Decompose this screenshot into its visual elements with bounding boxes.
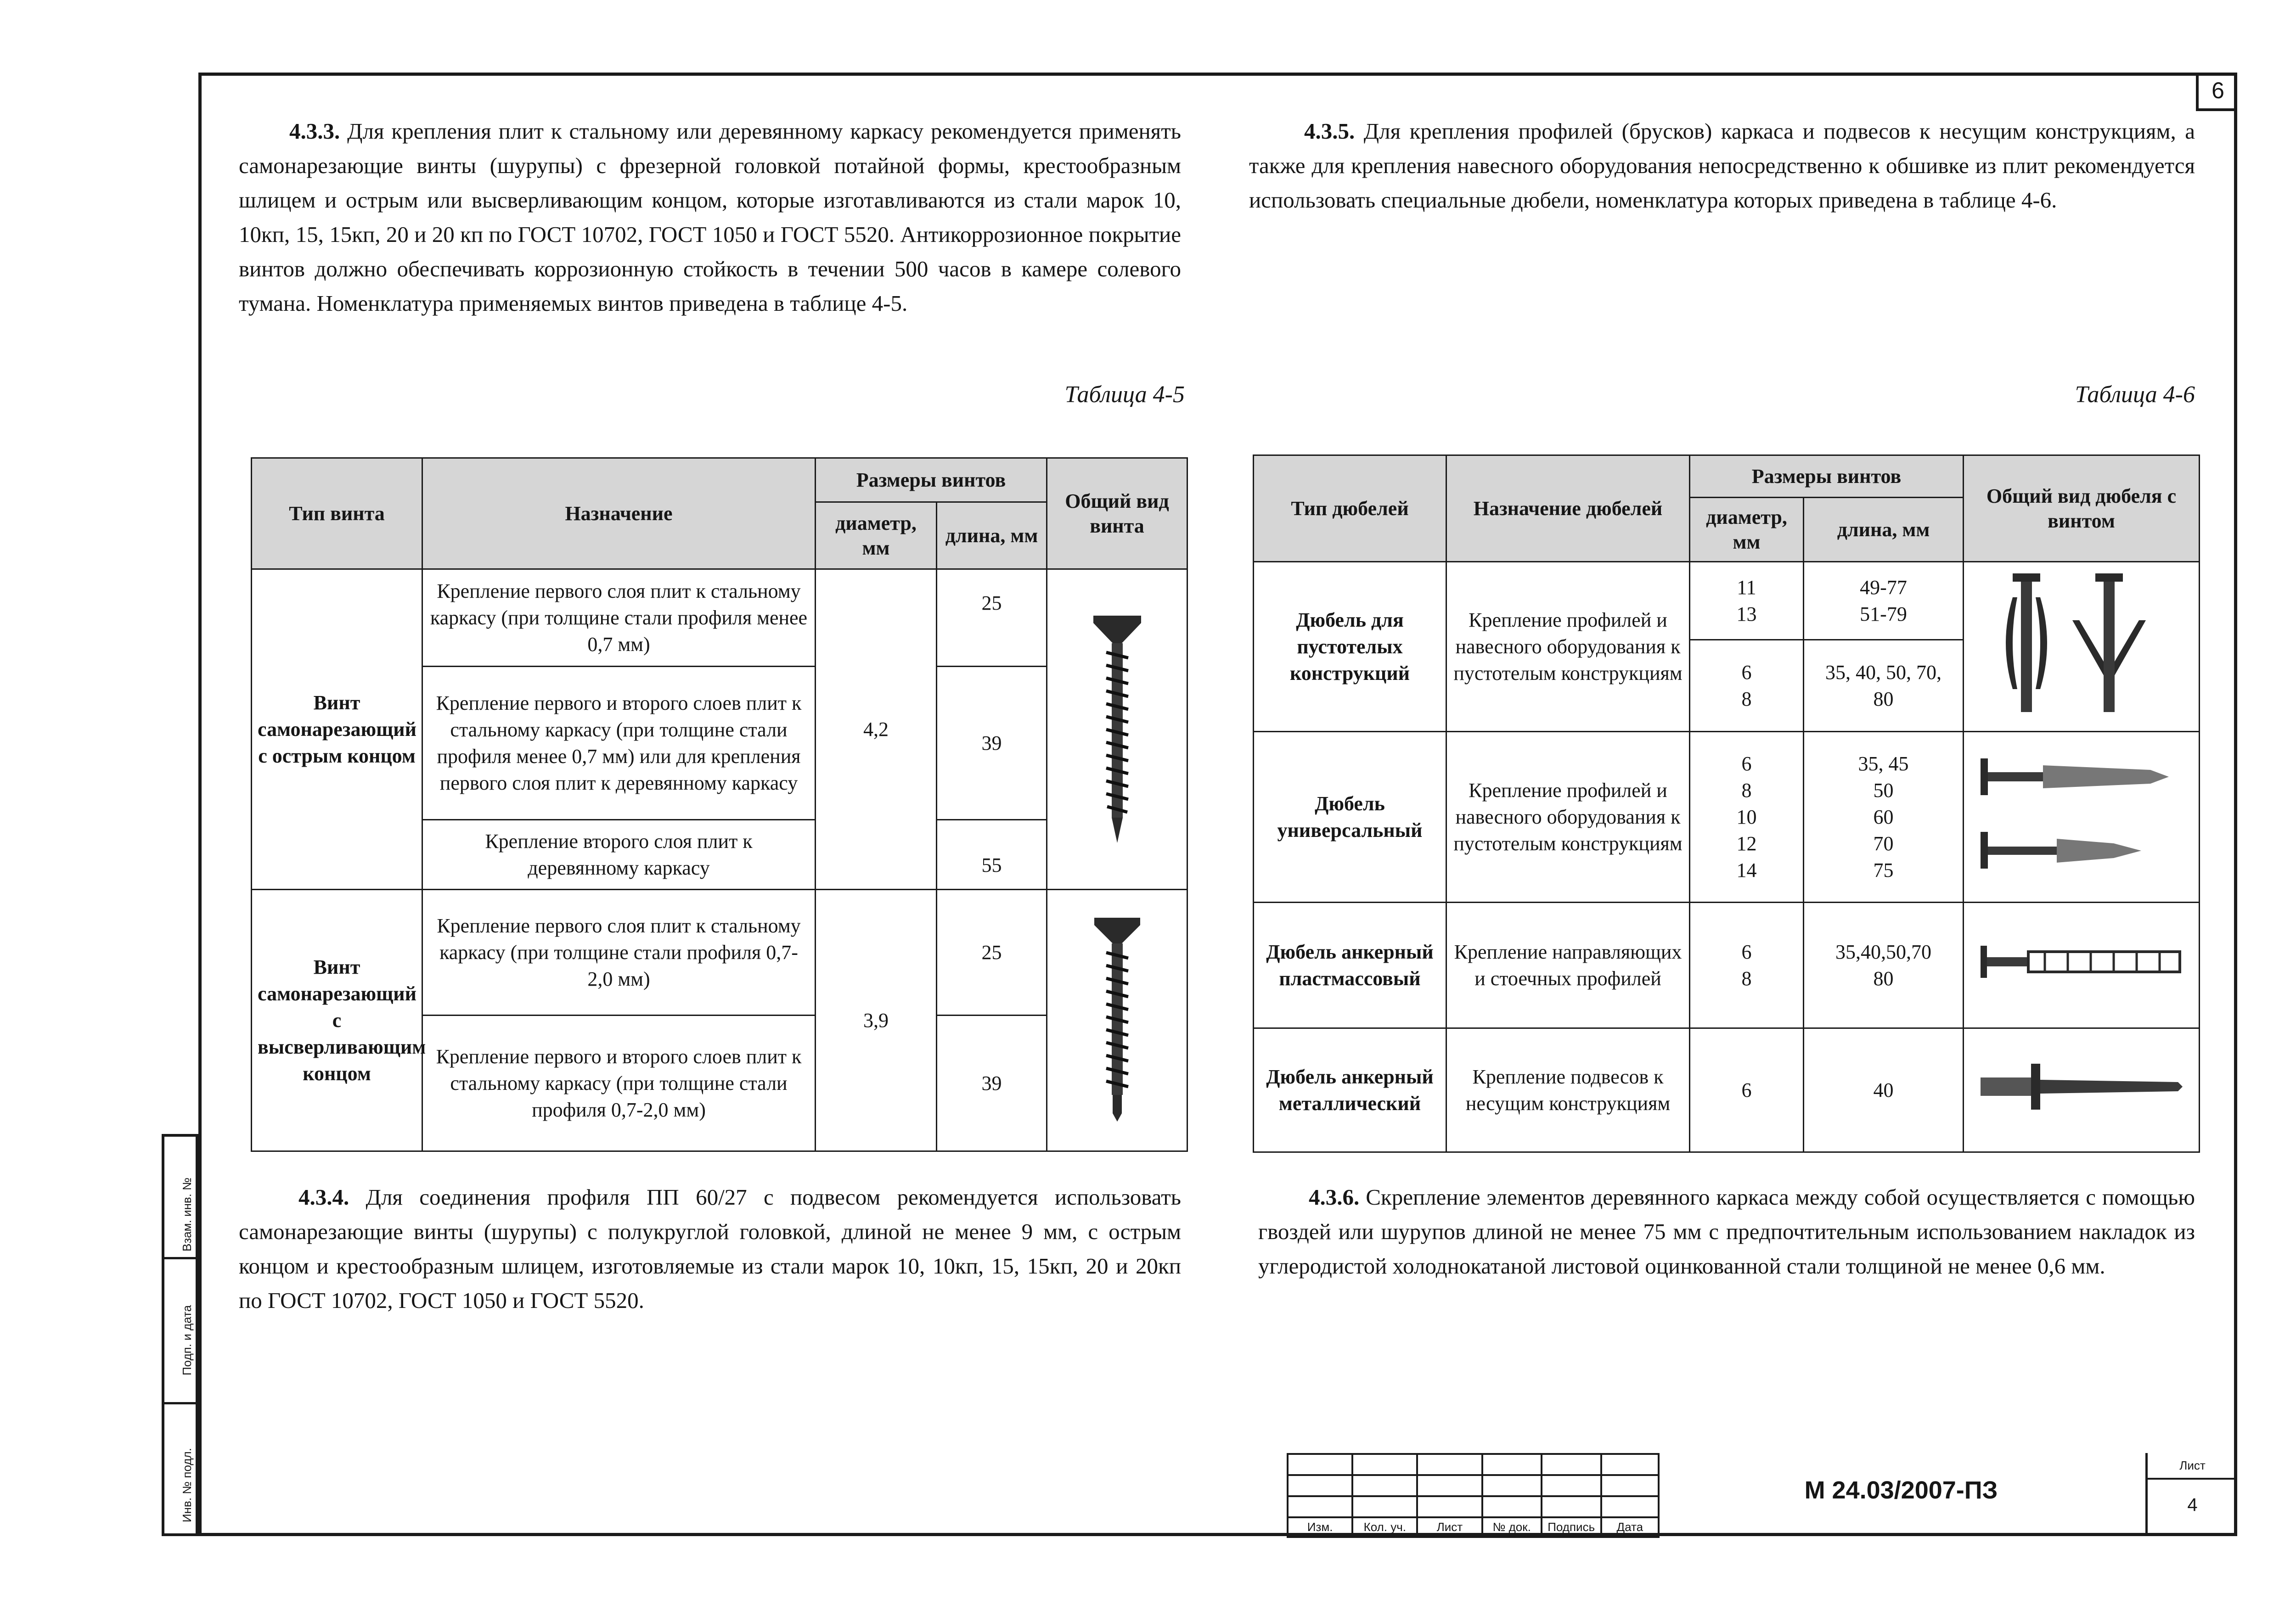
paragraph-text: Скрепление элементов деревянного каркаса между собой осуществляется с помощью гвоздей или шурупов длиной не менее 75 мм с предпочтительным использованием накладок из углеродистой холоднокатаной листовой оцинкованной стали толщиной не менее 0,6 мм. — [1258, 1184, 2195, 1279]
screw-image-cell — [1047, 569, 1187, 890]
sheet-number: 4 — [2187, 1495, 2198, 1515]
length-cell: 35,40,50,70 80 — [1804, 903, 1964, 1028]
screw-type-cell: Винт самонарезающий с высверливающим концом — [252, 890, 422, 1151]
header-dowel-type: Тип дюбелей — [1254, 455, 1446, 562]
diameter-cell: 4,2 — [816, 569, 937, 890]
paragraph-4-3-6 — [1258, 1180, 2195, 1283]
header-purpose: Назначение дюбелей — [1446, 455, 1690, 562]
sharp-tip-screw-image — [1090, 606, 1145, 845]
paragraph-4-3-4 — [239, 1180, 1181, 1318]
purpose-cell: Крепление направляющих и стоечных профилей — [1446, 903, 1690, 1028]
length-cell: 40 — [1804, 1028, 1964, 1152]
paragraph-number: 4.3.4. — [298, 1184, 349, 1210]
screw-type-cell: Винт самонарезающий с острым концом — [252, 569, 422, 890]
header-purpose: Назначение — [422, 458, 816, 569]
length-cell: 35, 45 50 60 70 75 — [1804, 732, 1964, 903]
header-length: длина, мм — [937, 502, 1047, 569]
title-block-col: Кол. уч. — [1352, 1517, 1417, 1537]
dowel-image-cell — [1964, 732, 2200, 903]
hollow-wall-anchor-image — [1981, 570, 2183, 717]
sheet-cell — [2145, 1453, 2237, 1536]
dowel-image-cell — [1964, 562, 2200, 732]
diameter-cell: 6 8 — [1690, 640, 1804, 732]
page-number-box: 6 — [2196, 73, 2237, 111]
side-stamp-label: Инв. № подл. — [180, 1448, 194, 1522]
header-sizes: Размеры винтов — [816, 458, 1047, 502]
header-diameter: диаметр, мм — [816, 502, 937, 569]
diameter-cell: 6 — [1690, 1028, 1804, 1152]
title-block-col: № док. — [1482, 1517, 1542, 1537]
table-4-5 — [251, 457, 1188, 1152]
header-view: Общий вид дюбеля с винтом — [1964, 455, 2200, 562]
purpose-cell: Крепление профилей и навесного оборудования к пустотелым конструкциям — [1446, 562, 1690, 732]
metal-anchor-dowel-image — [1976, 1059, 2187, 1114]
purpose-cell: Крепление подвесов к несущим конструкциям — [1446, 1028, 1690, 1152]
paragraph-number: 4.3.3. — [289, 118, 340, 144]
length-cell: 49-77 51-79 — [1804, 562, 1964, 640]
paragraph-text: Для крепления плит к стальному или деревянному каркасу рекомендуется применять самонарезающие винты (шурупы) с фрезерной головкой потайной формы, крестообразным шлицем и острым или высверливающим концом, которые изготавливаются из стали марок 10, 10кп, 15, 15кп, 20 и 20 кп по ГОСТ 10702, ГОСТ 1050 и ГОСТ 5520. Антикоррозионное покрытие винтов должно обеспечивать коррозионную стойкость в течении 500 часов в камере солевого тумана. Номенклатура применяемых винтов приведена в таблице 4-5. — [239, 118, 1181, 316]
title-block-col: Изм. — [1288, 1517, 1352, 1537]
paragraph-4-3-3 — [239, 114, 1181, 320]
purpose-cell: Крепление первого слоя плит к стальному каркасу (при толщине стали профиля 0,7-2,0 мм) — [422, 890, 816, 1016]
length-cell: 35, 40, 50, 70, 80 — [1804, 640, 1964, 732]
paragraph-text: Для крепления профилей (брусков) каркаса и подвесов к несущим конструкциям, а также для крепления навесного оборудования непосредственно к обшивке из плит рекомендуется использовать специальные дюбели, номенклатура которых приведена в таблице 4-6. — [1249, 118, 2195, 213]
purpose-cell: Крепление профилей и навесного оборудования к пустотелым конструкциям — [1446, 732, 1690, 903]
length-cell: 39 — [937, 1016, 1047, 1151]
diameter-cell: 3,9 — [816, 890, 937, 1151]
sheet-label: Лист — [2148, 1453, 2237, 1480]
paragraph-number: 4.3.6. — [1309, 1184, 1360, 1210]
length-cell: 25 — [937, 890, 1047, 1016]
table-4-6-caption: Таблица 4-6 — [2075, 382, 2195, 408]
table-4-5-caption: Таблица 4-5 — [1064, 382, 1185, 408]
purpose-cell: Крепление второго слоя плит к деревянному каркасу — [422, 820, 816, 890]
diameter-cell: 6 8 — [1690, 903, 1804, 1028]
dowel-image-cell — [1964, 903, 2200, 1028]
dowel-type-cell: Дюбель для пустотелых конструкций — [1254, 562, 1446, 732]
title-block-col: Подпись — [1542, 1517, 1601, 1537]
header-screw-type: Тип винта — [252, 458, 422, 569]
universal-dowel-image — [1976, 745, 2187, 882]
length-cell: 25 — [937, 569, 1047, 667]
side-stamp-label: Взам. инв. № — [180, 1177, 194, 1251]
length-cell: 55 — [937, 820, 1047, 890]
paragraph-text: Для соединения профиля ПП 60/27 с подвесом рекомендуется использовать самонарезающие винты (шурупы) с полукруглой головкой, длиной не менее 9 мм, с острым концом и крестообразным шлицем, изготовляемые из стали марок 10, 10кп, 15, 15кп, 20 и 20кп по ГОСТ 10702, ГОСТ 1050 и ГОСТ 5520. — [239, 1184, 1182, 1313]
diameter-cell: 11 13 — [1690, 562, 1804, 640]
paragraph-number: 4.3.5. — [1304, 118, 1355, 144]
length-cell: 39 — [937, 667, 1047, 820]
document-id: М 24.03/2007-ПЗ — [1804, 1476, 1998, 1504]
purpose-cell: Крепление первого и второго слоев плит к стальному каркасу (при толщине стали профиля менее 0,7 мм) или для крепления первого слоя плит к деревянному каркасу — [422, 667, 816, 820]
purpose-cell: Крепление первого и второго слоев плит к стальному каркасу (при толщине стали профиля 0,7-2,0 мм) — [422, 1016, 816, 1151]
header-length: длина, мм — [1804, 498, 1964, 562]
title-block-col: Дата — [1601, 1517, 1659, 1537]
dowel-type-cell: Дюбель анкерный пластмассовый — [1254, 903, 1446, 1028]
header-diameter: диаметр, мм — [1690, 498, 1804, 562]
drill-tip-screw-image — [1090, 911, 1145, 1122]
purpose-cell: Крепление первого слоя плит к стальному каркасу (при толщине стали профиля менее 0,7 мм) — [422, 569, 816, 667]
side-stamp — [162, 1134, 198, 1536]
paragraph-4-3-5 — [1249, 114, 2195, 217]
header-sizes: Размеры винтов — [1690, 455, 1964, 498]
header-view: Общий вид винта — [1047, 458, 1187, 569]
side-stamp-label: Подп. и дата — [180, 1305, 194, 1375]
diameter-cell: 6 8 10 12 14 — [1690, 732, 1804, 903]
title-block-col: Лист — [1417, 1517, 1482, 1537]
plastic-anchor-dowel-image — [1976, 939, 2187, 985]
screw-image-cell — [1047, 890, 1187, 1151]
dowel-type-cell: Дюбель анкерный металлический — [1254, 1028, 1446, 1152]
table-4-6 — [1253, 454, 2200, 1153]
dowel-type-cell: Дюбель универсальный — [1254, 732, 1446, 903]
dowel-image-cell — [1964, 1028, 2200, 1152]
